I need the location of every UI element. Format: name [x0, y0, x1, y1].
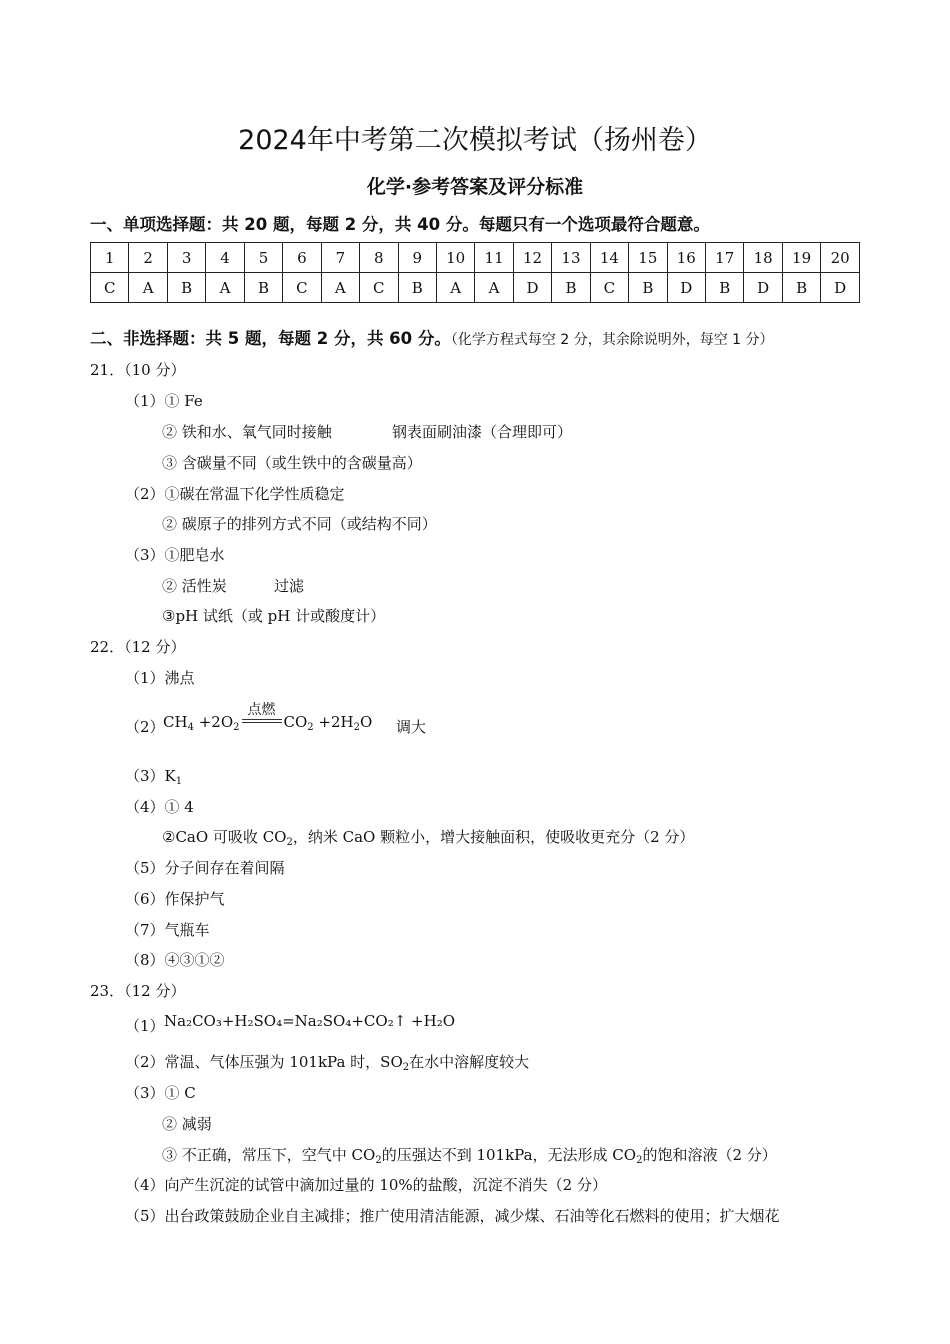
- q22-line-7: （6）作保护气: [125, 890, 225, 908]
- part2-heading-text: 二、非选择题：共 5 题，每题 2 分，共 60 分。: [90, 329, 451, 348]
- q22-line-3: [125, 765, 182, 787]
- answer-cell: B: [244, 273, 282, 303]
- q21-header: 21．（10 分）: [90, 361, 186, 379]
- question-number-cell: 11: [475, 243, 513, 273]
- q23-line-6: （4）向产生沉淀的试管中滴加过量的 10%的盐酸，沉淀不消失（2 分）: [125, 1176, 607, 1194]
- q22-line-2-tail: 调大: [396, 718, 427, 736]
- answer-cell: B: [629, 273, 667, 303]
- q23-line-2: [125, 1051, 529, 1073]
- eq-ch-sub: 4: [187, 722, 194, 733]
- q21-line-3: ③ 含碳量不同（或生铁中的含碳量高）: [162, 454, 422, 472]
- part2-heading: [90, 325, 774, 349]
- q22-line-1: （1）沸点: [125, 669, 195, 687]
- q23-line-5a: ③ 不正确，常压下，空气中 CO: [162, 1146, 376, 1164]
- page-title: 2024年中考第二次模拟考试（扬州卷）: [238, 125, 712, 156]
- q23-equation: Na₂CO₃+H₂SO₄=Na₂SO₄+CO₂↑ +H₂O: [164, 1012, 456, 1030]
- eq-h2o-sub: 2: [353, 722, 360, 733]
- q22-line-5b: ，纳米 CaO 颗粒小，增大接触面积，使吸收更充分（2 分）: [292, 828, 695, 846]
- eq-ch: CH: [163, 713, 188, 731]
- question-number-cell: 3: [167, 243, 205, 273]
- q23-line-5-sub2: 2: [636, 1155, 643, 1166]
- q21-line-1: （1）① Fe: [125, 392, 203, 410]
- q23-line-2a: （2）常温、气体压强为 101kPa 时，SO: [125, 1053, 403, 1071]
- answer-cell: B: [552, 273, 590, 303]
- q23-line-5b: 的压强达不到 101kPa，无法形成 CO: [381, 1146, 637, 1164]
- question-number-cell: 19: [782, 243, 820, 273]
- answer-cell: C: [283, 273, 321, 303]
- eq-co2-sub: 2: [307, 722, 314, 733]
- question-number-cell: 2: [129, 243, 167, 273]
- answer-table: [90, 242, 860, 303]
- question-number-cell: 20: [821, 243, 860, 273]
- eq-double-line: [242, 719, 282, 723]
- q22-line-3-text: （3）K: [125, 767, 176, 785]
- q21-line-4: （2）①碳在常温下化学性质稳定: [125, 485, 345, 503]
- q22-header: 22．（12 分）: [90, 638, 186, 656]
- eq-h2o-o: O: [360, 713, 373, 731]
- q22-line-5a: ②CaO 可吸收 CO: [162, 828, 287, 846]
- q21-line-5: ② 碳原子的排列方式不同（或结构不同）: [162, 515, 437, 533]
- answer-cell: C: [360, 273, 398, 303]
- answer-cell: B: [782, 273, 820, 303]
- answer-cell: D: [821, 273, 860, 303]
- q22-line-4: （4）① 4: [125, 798, 194, 816]
- answer-cell: C: [590, 273, 628, 303]
- q21-line-7a: ② 活性炭: [162, 577, 227, 595]
- answer-cell: A: [475, 273, 513, 303]
- q23-line-7: （5）出台政策鼓励企业自主减排；推广使用清洁能源，减少煤、石油等化石燃料的使用；扩大烟花: [125, 1207, 780, 1225]
- question-number-cell: 18: [744, 243, 782, 273]
- answer-cell: D: [667, 273, 705, 303]
- answer-cell: B: [706, 273, 744, 303]
- q23-line-5: [162, 1144, 777, 1166]
- answer-cell: A: [129, 273, 167, 303]
- q22-line-3-sub: 1: [175, 776, 183, 787]
- eq-o2: +2O: [193, 713, 234, 731]
- page-subtitle: 化学·参考答案及评分标准: [366, 176, 584, 198]
- question-number-cell: 9: [398, 243, 436, 273]
- question-number-cell: 1: [91, 243, 129, 273]
- question-number-cell: 13: [552, 243, 590, 273]
- q23-line-5c: 的饱和溶液（2 分）: [642, 1146, 777, 1164]
- q23-line-5-sub1: 2: [375, 1155, 382, 1166]
- q22-line-8: （7）气瓶车: [125, 921, 210, 939]
- answer-cell: B: [398, 273, 436, 303]
- q23-header: 23．（12 分）: [90, 982, 186, 1000]
- q23-line-2b: 在水中溶解度较大: [409, 1053, 530, 1071]
- q21-line-6: （3）①肥皂水: [125, 546, 225, 564]
- answer-cell: D: [744, 273, 782, 303]
- answer-cell: C: [91, 273, 129, 303]
- q23-line-2-sub: 2: [402, 1062, 410, 1073]
- answer-cell: A: [436, 273, 474, 303]
- question-number-cell: 6: [283, 243, 321, 273]
- q21-line-2b: 钢表面刷油漆（合理即可）: [392, 423, 573, 441]
- q22-equation: [163, 702, 373, 733]
- q21-line-2a: ② 铁和水、氧气同时接触: [162, 423, 332, 441]
- eq-co2: CO: [283, 713, 308, 731]
- eq-condition-label: 点燃: [247, 702, 276, 718]
- q22-line-2-prefix: （2）: [125, 718, 165, 736]
- question-number-cell: 7: [321, 243, 359, 273]
- q21-line-7b: 过滤: [274, 577, 305, 595]
- question-number-cell: 15: [629, 243, 667, 273]
- eq-o2-sub: 2: [233, 722, 240, 733]
- question-number-cell: 10: [436, 243, 474, 273]
- answer-cell: A: [321, 273, 359, 303]
- part1-heading: 一、单项选择题：共 20 题，每题 2 分，共 40 分。每题只有一个选项最符合题意。: [90, 215, 710, 234]
- q21-line-8: ③pH 试纸（或 pH 计或酸度计）: [162, 607, 386, 625]
- q22-line-9: （8）④③①②: [125, 951, 225, 969]
- answer-cell: D: [513, 273, 551, 303]
- question-number-cell: 14: [590, 243, 628, 273]
- eq-condition: [242, 702, 282, 727]
- q22-line-6: （5）分子间存在着间隔: [125, 859, 285, 877]
- question-number-cell: 4: [206, 243, 244, 273]
- part2-scoring-note: （化学方程式每空 2 分，其余除说明外，每空 1 分）: [450, 332, 774, 348]
- question-number-cell: 12: [513, 243, 551, 273]
- answer-cell: A: [206, 273, 244, 303]
- q23-line-4: ② 减弱: [162, 1115, 212, 1133]
- q22-line-5-sub: 2: [286, 837, 293, 848]
- question-number-cell: 16: [667, 243, 705, 273]
- answer-cell: B: [167, 273, 205, 303]
- q22-line-5: [162, 826, 694, 848]
- question-number-cell: 5: [244, 243, 282, 273]
- question-number-cell: 8: [360, 243, 398, 273]
- q23-line-1-prefix: （1）: [125, 1017, 165, 1035]
- eq-h2o: +2H: [313, 713, 354, 731]
- question-number-cell: 17: [706, 243, 744, 273]
- answer-table-number-row: [91, 243, 860, 273]
- q23-line-3: （3）① C: [125, 1084, 196, 1102]
- answer-table-answer-row: [91, 273, 860, 303]
